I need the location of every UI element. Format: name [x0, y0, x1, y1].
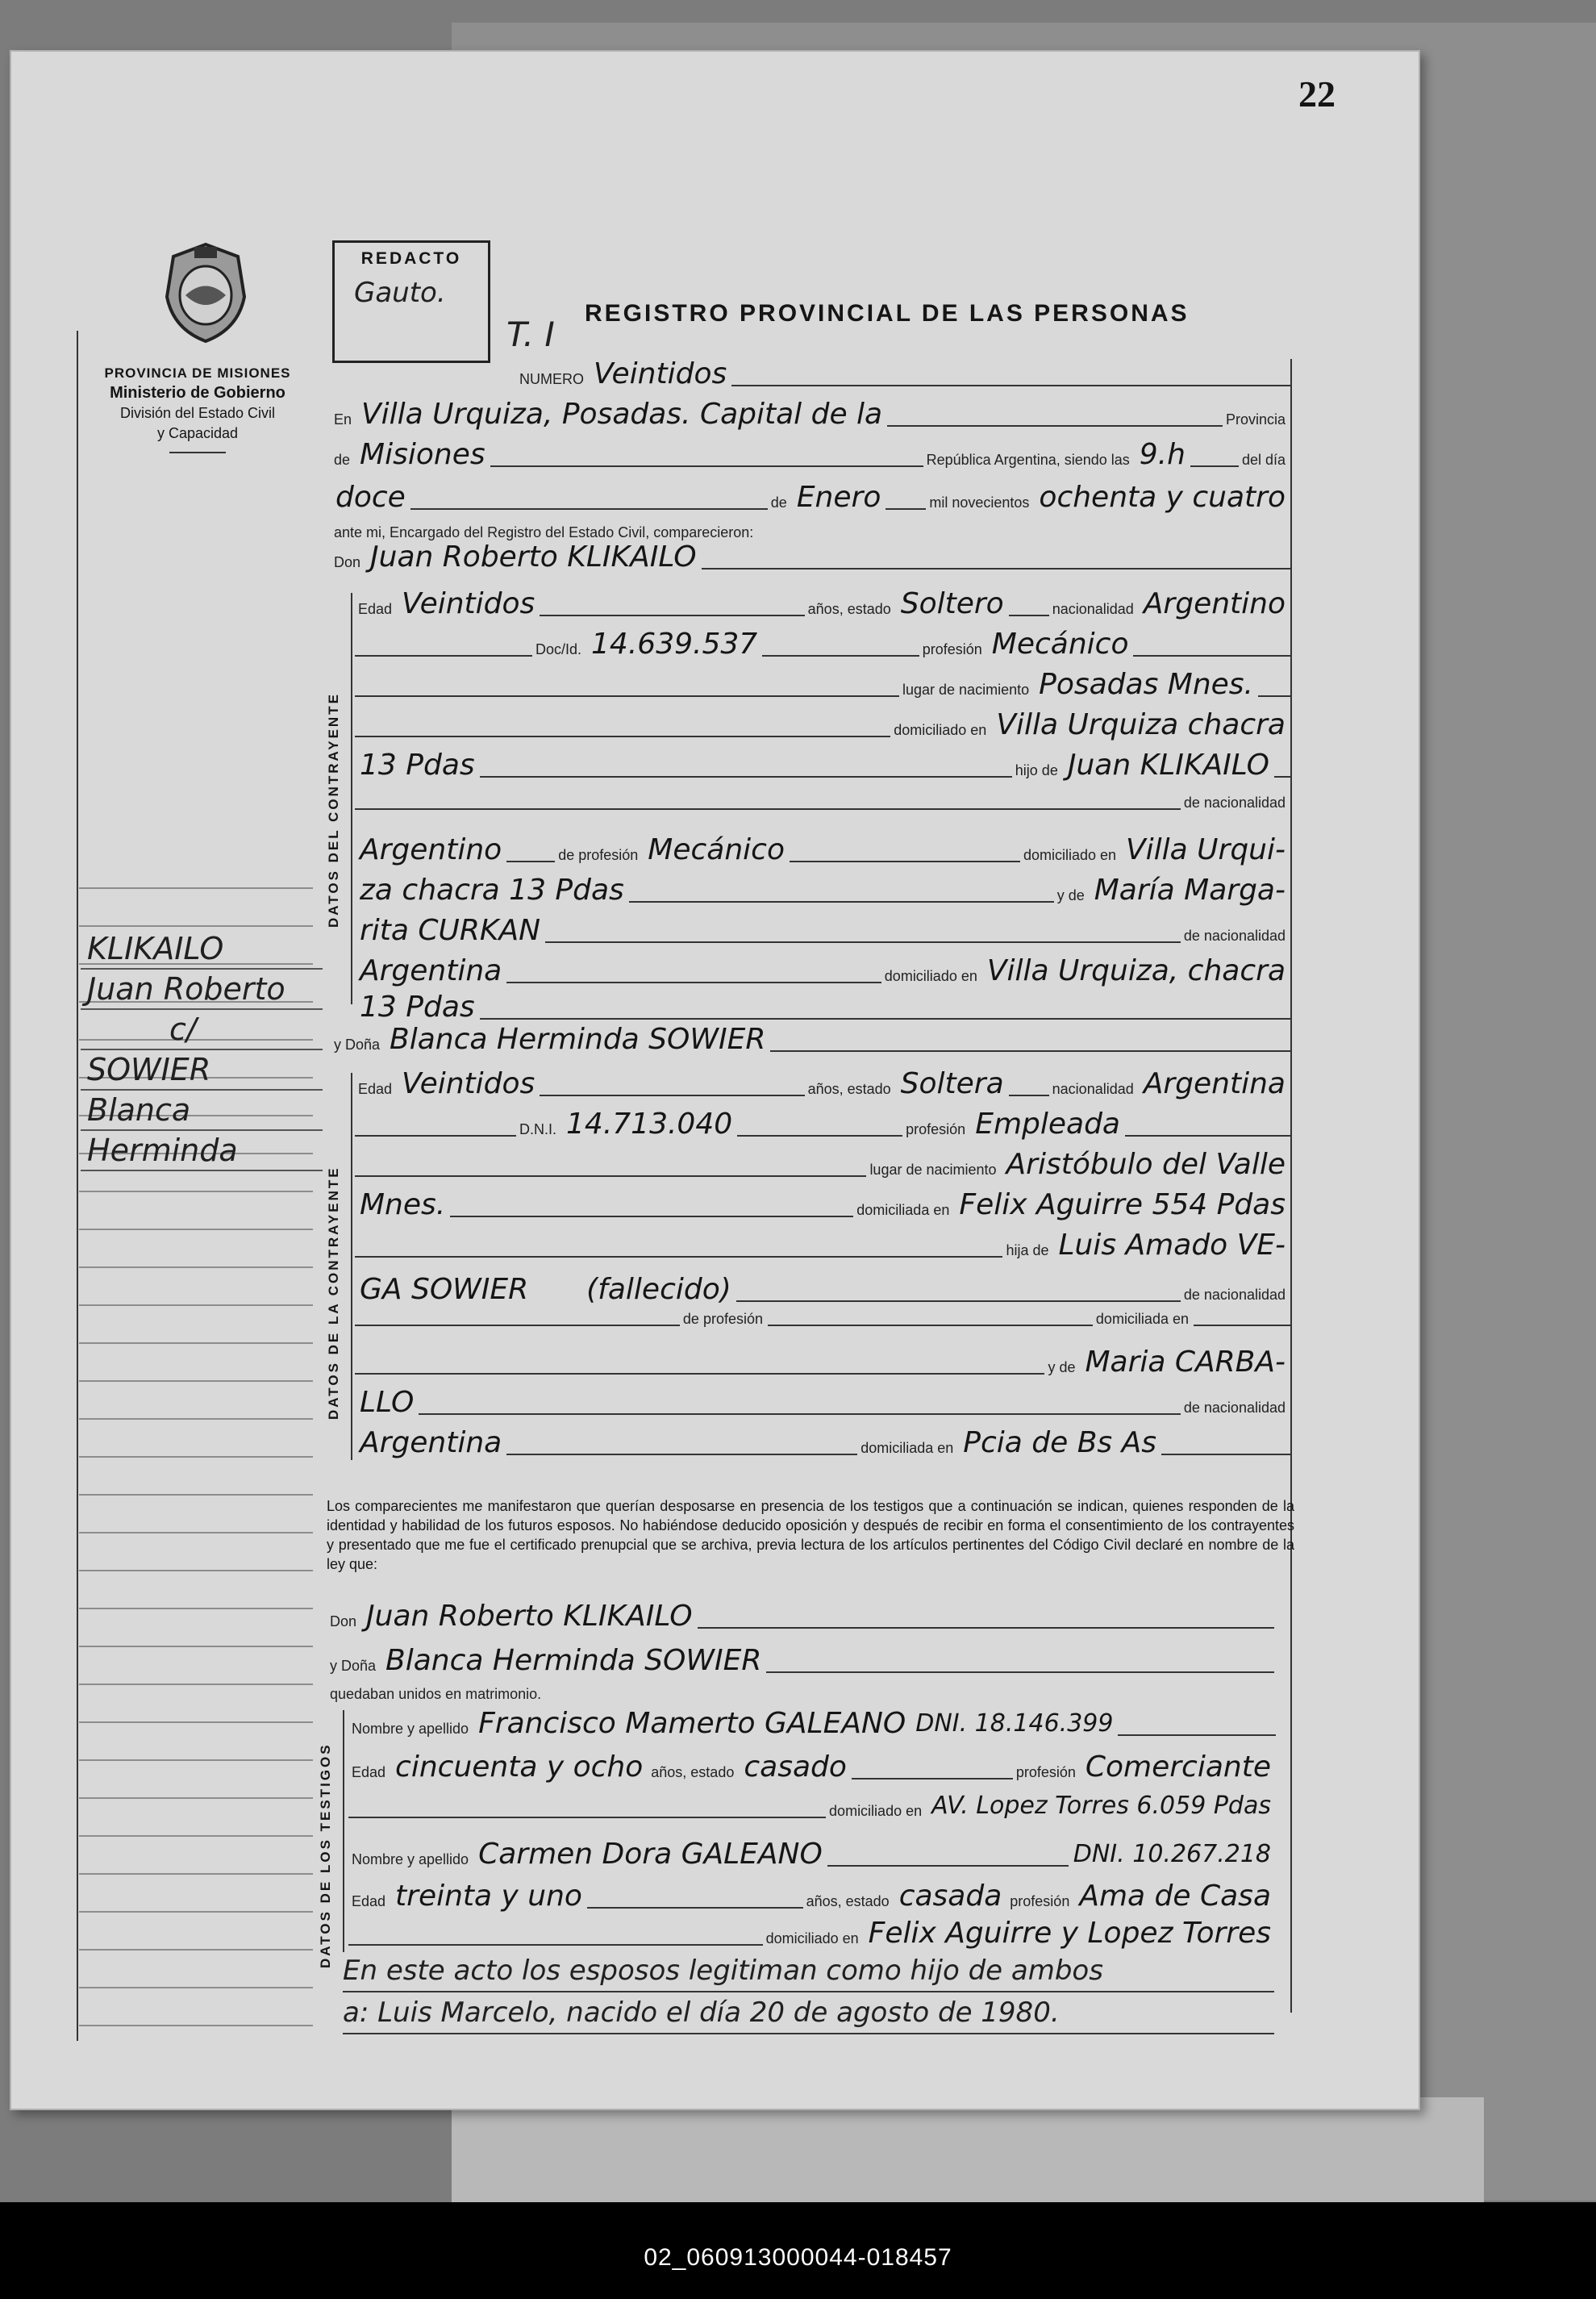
divider: [169, 452, 226, 453]
margin-rule: [79, 1759, 313, 1761]
bride-mother-nationality: Argentina: [360, 1426, 502, 1459]
bride-nationality: Argentina: [1143, 1067, 1286, 1100]
margin-rule: [79, 1608, 313, 1609]
de-nac-label: de nacionalidad: [1183, 1400, 1286, 1416]
note-line: a: Luis Marcelo, nacido el día 20 de agosto de 1980.: [343, 1992, 1274, 2034]
page-number: 22: [1298, 73, 1336, 115]
numero-label: NUMERO: [519, 371, 584, 387]
margin-column-border: [77, 331, 78, 2041]
profesion-label: profesión: [1010, 1893, 1070, 1909]
mil-label: mil novecientos: [929, 494, 1030, 511]
groom-section: [351, 593, 352, 1004]
madre-dom-label: domiciliada en: [861, 1440, 954, 1456]
capacidad-text: y Capacidad: [156, 425, 239, 441]
province-value: Misiones: [360, 438, 485, 471]
groom-mother-nationality: Argentina: [360, 954, 502, 987]
bride-name-row: [331, 1024, 1290, 1055]
groom-mother-address-2: 13 Pdas: [360, 991, 475, 1024]
ante-mi-text: ante mi, Encargado del Registro del Estado Civil, comparecieron:: [334, 524, 754, 540]
y-de-label: y de: [1056, 887, 1085, 903]
edad-label: Edad: [352, 1764, 386, 1780]
margin-rule: [79, 1456, 313, 1458]
groom-doc-row: [355, 629, 1290, 660]
ministry-block: [65, 363, 331, 453]
bride-mother-nat-row: [355, 1387, 1290, 1418]
de-prof-label: de profesión: [682, 1311, 763, 1327]
groom-doc: 14.639.537: [591, 628, 758, 661]
legitimation-note: [343, 1951, 1274, 2034]
margin-rule: [79, 1304, 313, 1306]
margin-rule: [79, 1266, 313, 1268]
groom-age: Veintidos: [402, 587, 535, 620]
del-dia-label: del día: [1241, 452, 1286, 468]
acta-number: Veintidos: [594, 357, 727, 390]
bride-father-2: GA SOWIER: [360, 1273, 529, 1306]
bride-birthplace-row: [355, 1150, 1290, 1180]
bride-father-prof-row: [355, 1311, 1290, 1329]
nacionalidad-label: nacionalidad: [1052, 601, 1134, 617]
edad-label: Edad: [358, 1081, 393, 1097]
bride-birthplace: Aristóbulo del Valle: [1006, 1148, 1286, 1181]
margin-rule: [79, 1911, 313, 1913]
witness1-name: Francisco Mamerto GALEANO: [478, 1707, 906, 1740]
dona-label: y Doña: [330, 1658, 377, 1674]
division-name: División del Estado Civil: [119, 405, 276, 421]
groom-status: Soltero: [900, 587, 1004, 620]
margin-note-line: Herminda: [81, 1131, 323, 1171]
profesion-label: profesión: [906, 1121, 966, 1137]
ministry-name: Ministerio de Gobierno: [110, 384, 285, 402]
doc-label: D.N.I.: [519, 1121, 557, 1137]
note-line: En este acto los esposos legitiman como hijo de ambos: [343, 1951, 1274, 1992]
margin-rule: [79, 887, 313, 889]
groom-profession: Mecánico: [991, 628, 1129, 661]
groom-father-nat-row: [355, 795, 1290, 813]
redacto-value: Gauto.: [354, 277, 446, 309]
hour-value: 9.h: [1139, 438, 1186, 471]
witness1-age-row: [348, 1752, 1276, 1783]
bride-address-row: [355, 1190, 1290, 1220]
witness2-name-row: [348, 1839, 1276, 1870]
margin-rule: [79, 1380, 313, 1382]
de2-label: de: [770, 494, 787, 511]
margin-rule: [79, 1949, 313, 1951]
day-value: doce: [335, 481, 406, 514]
margin-note-line: Blanca: [81, 1091, 323, 1131]
groom-father-prof-row: [355, 835, 1290, 866]
domicilio-label: domiciliado en: [829, 1803, 923, 1819]
hija-label: hija de: [1006, 1242, 1049, 1258]
anios-label: años, estado: [807, 601, 891, 617]
bride-profession: Empleada: [975, 1108, 1120, 1141]
witness1-address: AV. Lopez Torres 6.059 Pdas: [931, 1792, 1271, 1820]
bride-father-deceased: (fallecido): [586, 1273, 731, 1306]
domicilio-label: domiciliado en: [894, 722, 987, 738]
groom-mother-nat-row: [355, 916, 1290, 946]
anios-label: años, estado: [807, 1081, 891, 1097]
profesion-label: profesión: [922, 641, 982, 657]
groom-section-label: DATOS DEL CONTRAYENTE: [326, 692, 341, 928]
redacto-box: [332, 240, 490, 363]
groom-mother-dom-row: [355, 956, 1290, 987]
dona-label: y Doña: [334, 1037, 381, 1053]
margin-rule: [79, 1191, 313, 1192]
don-label: Don: [330, 1613, 357, 1629]
province-seal-icon: [157, 240, 254, 345]
margin-rule: [79, 1229, 313, 1230]
nombre-label: Nombre y apellido: [352, 1721, 469, 1737]
groom-name-row: [331, 542, 1290, 573]
witness2-name: Carmen Dora GALEANO: [478, 1838, 823, 1871]
bride-mother-dom-row: [355, 1428, 1290, 1458]
madre-dom-label: domiciliado en: [884, 968, 977, 984]
margin-note-line: Juan Roberto: [81, 970, 323, 1010]
groom-father-address-2: za chacra 13 Pdas: [360, 874, 624, 907]
witness1-age: cincuenta y ocho: [395, 1750, 644, 1784]
bride-mother-row: [355, 1347, 1290, 1378]
date-row: [331, 482, 1290, 513]
republica-label: República Argentina, siendo las: [926, 452, 1130, 468]
lugar-nac-label: lugar de nacimiento: [902, 682, 1030, 698]
doc-label: Doc/Id.: [535, 641, 582, 657]
year-value: ochenta y cuatro: [1039, 481, 1286, 514]
margin-rule: [79, 1873, 313, 1875]
witness2-address-row: [348, 1918, 1276, 1949]
witness1-status: casado: [744, 1750, 847, 1784]
underlying-page: [452, 2097, 1484, 2202]
bride-mother-2: LLO: [360, 1386, 415, 1419]
nombre-label: Nombre y apellido: [352, 1851, 469, 1867]
margin-rule: [79, 1835, 313, 1837]
margin-rule: [79, 1684, 313, 1685]
witness2-status: casada: [898, 1880, 1002, 1913]
padre-dom-label: domiciliada en: [1095, 1311, 1189, 1327]
don-label: Don: [334, 554, 361, 570]
groom-father-row: [355, 750, 1290, 781]
margin-rule: [79, 925, 313, 927]
de-prof-label: de profesión: [558, 847, 639, 863]
groom-mother: María Marga-: [1094, 874, 1286, 907]
province-name: PROVINCIA DE MISIONES: [104, 365, 291, 381]
groom-mother-2: rita CURKAN: [360, 914, 541, 947]
domicilio-label: domiciliada en: [856, 1202, 950, 1218]
margin-rule: [79, 1646, 313, 1647]
margin-note-line: c/: [81, 1010, 323, 1050]
margin-rule: [79, 1418, 313, 1420]
margin-rule: [79, 1342, 313, 1344]
witness-section-label: DATOS DE LOS TESTIGOS: [318, 1742, 333, 1968]
witness1-profession: Comerciante: [1085, 1750, 1271, 1784]
profesion-label: profesión: [1015, 1764, 1076, 1780]
province-row: [331, 440, 1290, 470]
padre-dom-label: domiciliado en: [1023, 847, 1117, 863]
scan-id: 02_060913000044-018457: [644, 2244, 952, 2271]
witness1-name-row: [348, 1709, 1276, 1739]
groom-name: Juan Roberto KLIKAILO: [370, 540, 697, 574]
groom-birthplace-row: [355, 670, 1290, 700]
bride-father-row: [355, 1230, 1290, 1261]
witness-section: [343, 1710, 344, 1952]
witness2-age: treinta y uno: [395, 1880, 582, 1913]
declaration-text: Los comparecientes me manifestaron que querían desposarse en presencia de los testigos que a continuación se indican, quienes responden de la identidad y habilidad de los futuros esposos. No habiéndose deducido oposición y después de recibir en forma el consentimiento de los contrayentes y presentado que me fue el certificado prenupcial que se archiva, previa lectura de los artículos pertinentes del Código Civil declaré en nombre de la ley que:: [327, 1498, 1294, 1572]
groom-age-row: [355, 589, 1290, 620]
groom-mother-row: [355, 875, 1290, 906]
unidos-text: quedaban unidos en matrimonio.: [330, 1686, 542, 1702]
margin-rule: [79, 1494, 313, 1496]
anios-label: años, estado: [806, 1893, 890, 1909]
de-nac-label: de nacionalidad: [1183, 1287, 1286, 1303]
bride-doc-row: [355, 1109, 1290, 1140]
month-value: Enero: [796, 481, 881, 514]
page-title: REGISTRO PROVINCIAL DE LAS PERSONAS: [585, 300, 1190, 327]
groom-father-nationality: Argentino: [360, 833, 502, 866]
tomo-mark: T. I: [506, 315, 555, 354]
bride-address: Felix Aguirre 554 Pdas: [959, 1188, 1286, 1221]
edad-label: Edad: [358, 601, 393, 617]
bride-father-nat-row: [355, 1275, 1290, 1305]
en-label: En: [334, 411, 352, 428]
groom-mother-dom2-row: [355, 992, 1290, 1023]
decl-don-row: [327, 1601, 1274, 1632]
witness1-address-row: [348, 1791, 1276, 1821]
bride-father: Luis Amado VE-: [1058, 1229, 1286, 1262]
witness2-profession: Ama de Casa: [1079, 1880, 1271, 1913]
decl-bride: Blanca Herminda SOWIER: [385, 1644, 762, 1677]
place-value: Villa Urquiza, Posadas. Capital de la: [361, 398, 883, 431]
groom-father-address: Villa Urqui-: [1126, 833, 1286, 866]
margin-rule: [79, 1532, 313, 1533]
witness1-doc: DNI. 18.146.399: [915, 1709, 1114, 1738]
bride-section-label: DATOS DE LA CONTRAYENTE: [326, 1166, 341, 1420]
witness2-doc: DNI. 10.267.218: [1073, 1840, 1271, 1868]
margin-note-line: KLIKAILO: [81, 929, 323, 970]
groom-nationality: Argentino: [1143, 587, 1286, 620]
nacionalidad-label: nacionalidad: [1052, 1081, 1134, 1097]
bride-name: Blanca Herminda SOWIER: [390, 1023, 766, 1056]
acta-number-row: [516, 359, 1290, 390]
bride-age: Veintidos: [402, 1067, 535, 1100]
form-right-border: [1290, 359, 1292, 2013]
bride-birthplace-2: Mnes.: [360, 1188, 446, 1221]
bride-mother-address: Pcia de Bs As: [963, 1426, 1156, 1459]
decl-groom: Juan Roberto KLIKAILO: [366, 1600, 693, 1633]
margin-rule: [79, 1570, 313, 1571]
margin-note: [81, 929, 323, 1171]
de-nac-label: de nacionalidad: [1183, 795, 1286, 811]
witness2-address: Felix Aguirre y Lopez Torres: [868, 1917, 1271, 1950]
groom-address-2: 13 Pdas: [360, 749, 475, 782]
provincia-label: Provincia: [1225, 411, 1286, 428]
groom-address: Villa Urquiza chacra: [996, 708, 1286, 741]
bride-section: [351, 1073, 352, 1460]
margin-rule: [79, 1797, 313, 1799]
place-row: [331, 399, 1290, 430]
groom-mother-address: Villa Urquiza, chacra: [986, 954, 1286, 987]
edad-label: Edad: [352, 1893, 386, 1909]
margin-rule: [79, 1721, 313, 1723]
anios-label: años, estado: [651, 1764, 735, 1780]
bride-status: Soltera: [900, 1067, 1004, 1100]
de-nac-label: de nacionalidad: [1183, 928, 1286, 944]
redacto-label: REDACTO: [360, 249, 462, 268]
margin-note-line: SOWIER: [81, 1050, 323, 1091]
margin-rule: [79, 1987, 313, 1988]
de-label: de: [334, 452, 351, 468]
groom-address-row: [355, 710, 1290, 741]
margin-rule: [79, 2025, 313, 2026]
groom-father: Juan KLIKAILO: [1067, 749, 1269, 782]
bride-age-row: [355, 1069, 1290, 1099]
groom-birthplace: Posadas Mnes.: [1039, 668, 1253, 701]
lugar-nac-label: lugar de nacimiento: [869, 1162, 997, 1178]
y-de-label: y de: [1048, 1359, 1076, 1375]
groom-father-profession: Mecánico: [648, 833, 785, 866]
domicilio-label: domiciliado en: [765, 1930, 859, 1946]
bride-mother: Maria CARBA-: [1085, 1346, 1286, 1379]
bride-doc: 14.713.040: [566, 1108, 733, 1141]
decl-dona-row: [327, 1646, 1274, 1676]
hijo-label: hijo de: [1015, 762, 1058, 778]
witness2-age-row: [348, 1881, 1276, 1912]
